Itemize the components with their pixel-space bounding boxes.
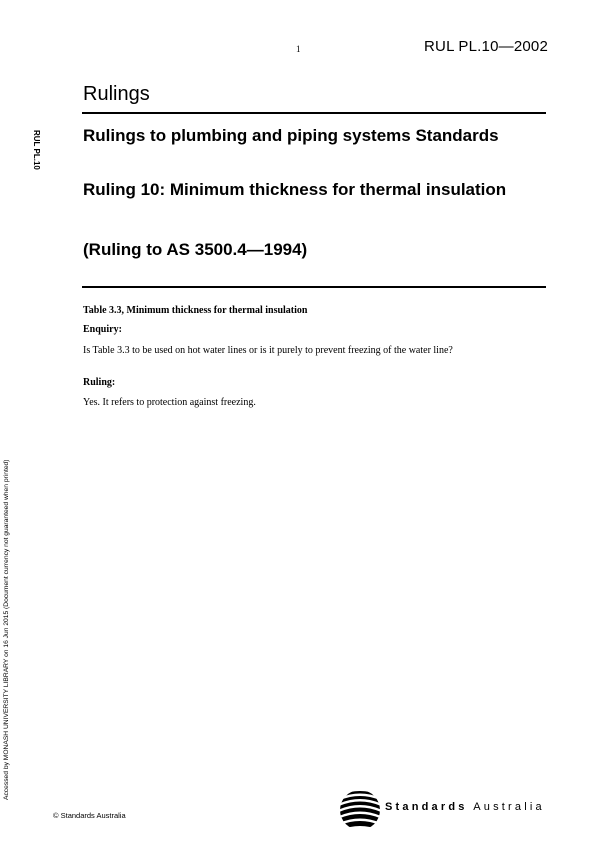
page-number: 1: [296, 44, 301, 54]
title-divider-top: [82, 112, 546, 114]
ruling-reference: (Ruling to AS 3500.4—1994): [83, 240, 308, 259]
wordmark-standards: Standards: [385, 801, 468, 813]
ruling-text: Yes. It refers to protection against freezing.: [83, 397, 256, 408]
document-code: RUL PL.10—2002: [424, 38, 548, 55]
wordmark-australia: Australia: [473, 801, 545, 813]
clause-title: Table 3.3, Minimum thickness for thermal insulation: [83, 305, 308, 316]
main-title: Rulings to plumbing and piping systems Standards: [83, 126, 499, 145]
section-title: Rulings: [83, 83, 150, 105]
ruling-heading: Ruling:: [83, 377, 116, 388]
standards-australia-globe-icon: [338, 788, 382, 832]
side-document-code: RUL PL.10: [32, 130, 41, 170]
enquiry-text: Is Table 3.3 to be used on hot water lines or is it purely to prevent freezing of the water line?: [83, 345, 453, 356]
title-divider-bottom: [82, 286, 546, 288]
standards-australia-wordmark: [385, 801, 545, 813]
ruling-title: Ruling 10: Minimum thickness for thermal insulation: [83, 180, 507, 199]
access-watermark: Accessed by MONASH UNIVERSITY LIBRARY on 16 Jun 2015 (Document currency not guaranteed when printed): [3, 459, 10, 800]
enquiry-heading: Enquiry:: [83, 324, 122, 335]
copyright-notice: © Standards Australia: [53, 811, 126, 820]
